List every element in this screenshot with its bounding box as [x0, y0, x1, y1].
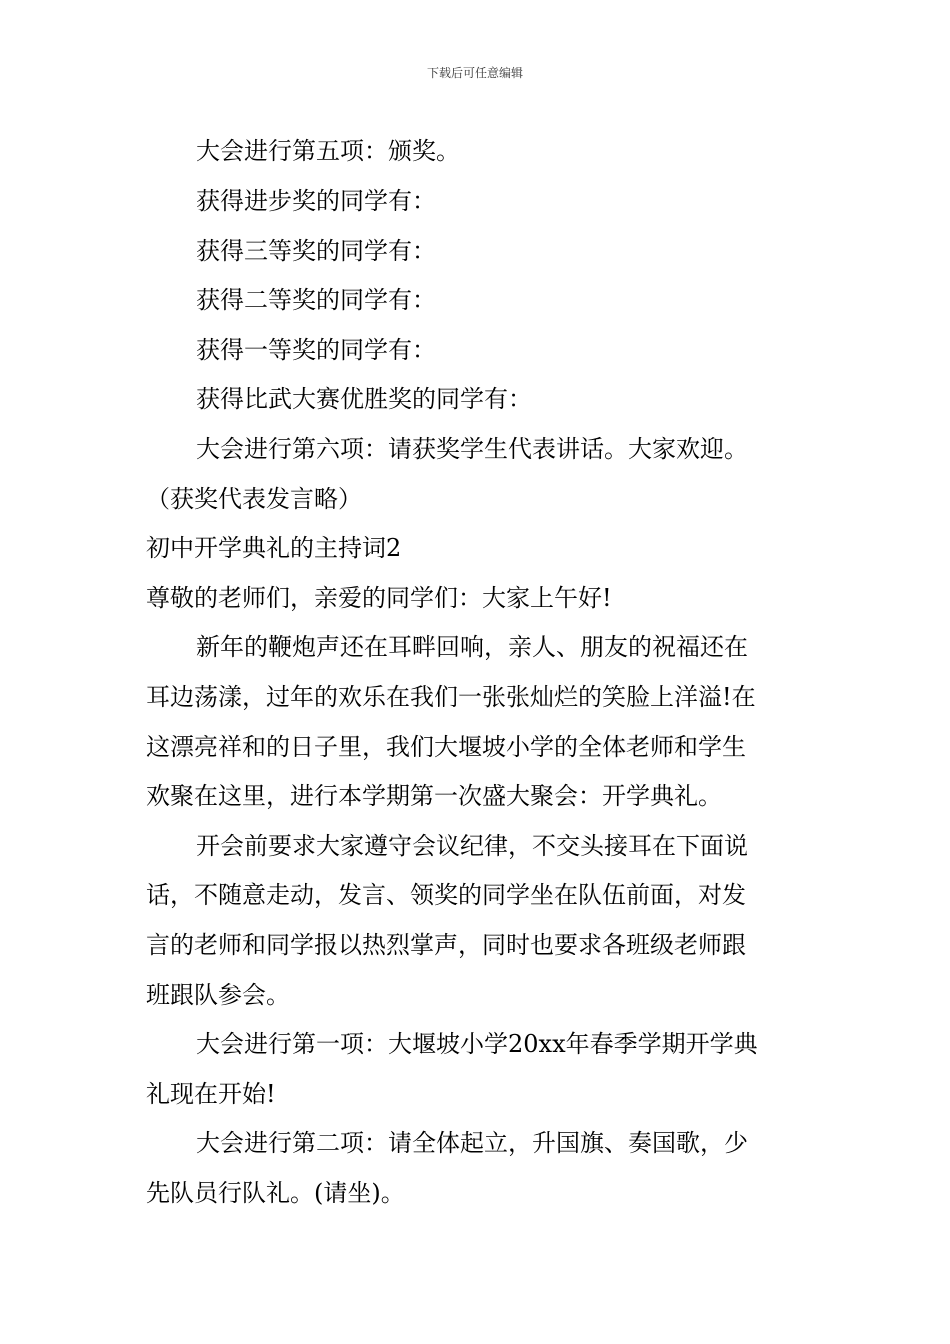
text-line: 获得一等奖的同学有： — [196, 336, 436, 364]
text-line: 获得比武大赛优胜奖的同学有： — [196, 385, 532, 413]
text-line: 先队员行队礼。(请坐)。 — [146, 1179, 405, 1207]
text-line: 言的老师和同学报以热烈掌声，同时也要求各班级老师跟 — [146, 931, 746, 959]
text-line: 大会进行第五项：颁奖。 — [196, 137, 460, 165]
text-line: 大会进行第一项：大堰坡小学20xx年春季学期开学典 — [196, 1030, 758, 1058]
text-line: 获得二等奖的同学有： — [196, 286, 436, 314]
text-line: 开会前要求大家遵守会议纪律，不交头接耳在下面说 — [196, 832, 748, 860]
text-line: 欢聚在这里，进行本学期第一次盛大聚会：开学典礼。 — [146, 782, 722, 810]
text-line: 大会进行第六项：请获奖学生代表讲话。大家欢迎。 — [196, 435, 748, 463]
text-line: 这漂亮祥和的日子里，我们大堰坡小学的全体老师和学生 — [146, 733, 746, 761]
text-line: 大会进行第二项：请全体起立，升国旗、奏国歌，少 — [196, 1129, 748, 1157]
text-line: 礼现在开始! — [146, 1080, 276, 1108]
text-line: 获得三等奖的同学有： — [196, 237, 436, 265]
text-line: （获奖代表发言略） — [146, 485, 362, 513]
text-line: 获得进步奖的同学有： — [196, 187, 436, 215]
text-line: 新年的鞭炮声还在耳畔回响，亲人、朋友的祝福还在 — [196, 633, 748, 661]
page-header-note: 下载后可任意编辑 — [426, 66, 523, 80]
section-title: 初中开学典礼的主持词2 — [146, 534, 402, 562]
text-line: 话，不随意走动，发言、领奖的同学坐在队伍前面，对发 — [146, 881, 746, 909]
text-line: 尊敬的老师们，亲爱的同学们：大家上午好! — [146, 584, 612, 612]
text-line: 班跟队参会。 — [146, 981, 290, 1009]
text-line: 耳边荡漾，过年的欢乐在我们一张张灿烂的笑脸上洋溢!在 — [146, 683, 756, 711]
